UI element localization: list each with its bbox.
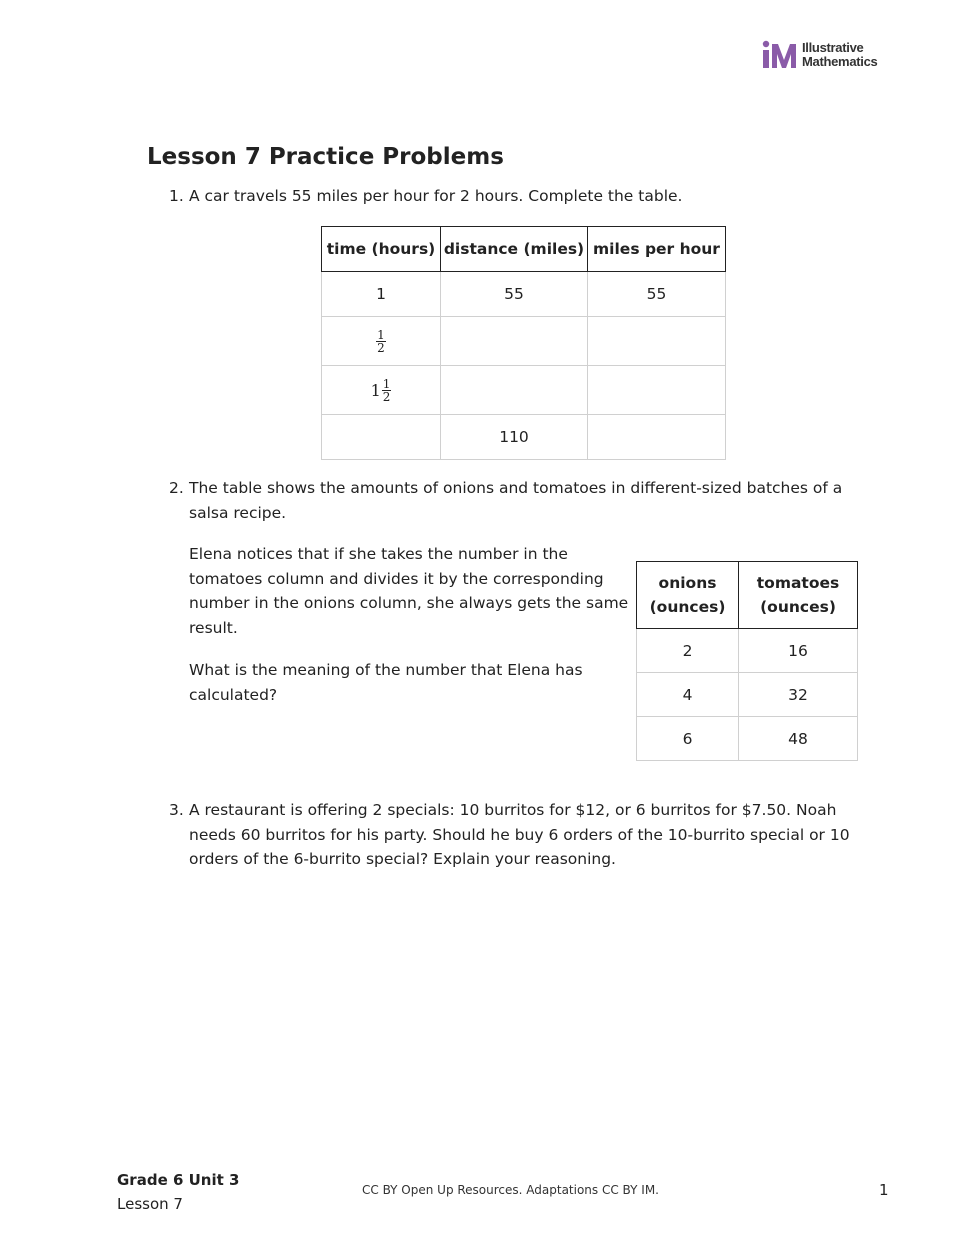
table-cell: 4: [637, 673, 739, 717]
table-cell: 32: [739, 673, 858, 717]
problem-3-text: A restaurant is offering 2 specials: 10 burritos for $12, or 6 burritos for $7.50. Noah needs 60 burritos for his party. Should he buy 6 orders of the 10-burrito special or 10 orders of the 6-burrito special? Explain your reasoning.: [189, 801, 850, 868]
table-header: miles per hour: [588, 227, 726, 272]
table-header: [739, 562, 858, 629]
footer-left: [117, 1168, 239, 1216]
mixed-whole: 1: [370, 380, 381, 400]
logo-wordmark: [802, 41, 877, 69]
fraction-numerator: 1: [377, 327, 385, 342]
fraction-numerator: 1: [382, 376, 391, 391]
problem-2-number: 2.: [169, 479, 184, 497]
header-line: (ounces): [649, 598, 726, 616]
problem-2-paragraph-1: Elena notices that if she takes the number in the tomatoes column and divides it by the corresponding number in the onions column, she always gets the same result.: [189, 545, 629, 637]
table-cell-mixed-number: [322, 366, 441, 415]
fraction-denominator: 2: [382, 389, 391, 404]
table-cell-fraction-half: [322, 317, 441, 366]
problem-2-paragraph-2: What is the meaning of the number that Elena has calculated?: [189, 661, 583, 704]
table-cell: 16: [739, 629, 858, 673]
fraction: [382, 378, 392, 403]
table-header: distance (miles): [441, 227, 588, 272]
table-cell-blank[interactable]: [441, 317, 588, 366]
table-cell-blank[interactable]: [588, 366, 726, 415]
table-cell: 48: [739, 717, 858, 761]
logo-line1: Illustrative: [802, 40, 864, 55]
page-title: Lesson 7 Practice Problems: [147, 144, 504, 170]
footer-license: CC BY Open Up Resources. Adaptations CC BY IM.: [362, 1183, 659, 1197]
table-cell: 2: [637, 629, 739, 673]
table-cell: 55: [588, 272, 726, 317]
im-logo: [762, 40, 877, 70]
problem-1-number: 1.: [169, 187, 184, 205]
page-number: 1: [879, 1181, 889, 1199]
table-cell: 6: [637, 717, 739, 761]
car-travel-table: [321, 226, 726, 460]
table-cell: 55: [441, 272, 588, 317]
header-line: onions: [658, 574, 717, 592]
table-header: time (hours): [322, 227, 441, 272]
problem-1: [169, 184, 869, 209]
table-header: [637, 562, 739, 629]
footer-grade: Grade 6 Unit 3: [117, 1171, 240, 1189]
table-cell: 110: [441, 415, 588, 460]
table-row: [637, 717, 858, 761]
fraction: [376, 329, 386, 354]
table-row: [322, 317, 726, 366]
table-row: [322, 366, 726, 415]
problem-3-number: 3.: [169, 801, 184, 819]
table-row: [637, 629, 858, 673]
table-cell-blank[interactable]: [441, 366, 588, 415]
problem-2-text: The table shows the amounts of onions and tomatoes in different-sized batches of a salsa recipe.: [189, 479, 843, 522]
footer-lesson: Lesson 7: [117, 1195, 183, 1213]
table-row: [322, 415, 726, 460]
header-line: (ounces): [760, 598, 836, 616]
im-logo-mark-icon: [762, 40, 798, 70]
table-cell-blank[interactable]: [588, 415, 726, 460]
table-cell-blank[interactable]: [588, 317, 726, 366]
table-cell: 1: [322, 272, 441, 317]
fraction-denominator: 2: [377, 340, 385, 355]
salsa-recipe-table: [636, 561, 858, 761]
header-line: tomatoes: [756, 574, 840, 592]
problem-2: [169, 476, 869, 525]
problem-1-text: A car travels 55 miles per hour for 2 hours. Complete the table.: [189, 187, 683, 205]
logo-line2: Mathematics: [802, 54, 878, 69]
problem-3: [169, 798, 869, 872]
table-row: [637, 673, 858, 717]
table-row: [322, 272, 726, 317]
table-cell-blank[interactable]: [322, 415, 441, 460]
